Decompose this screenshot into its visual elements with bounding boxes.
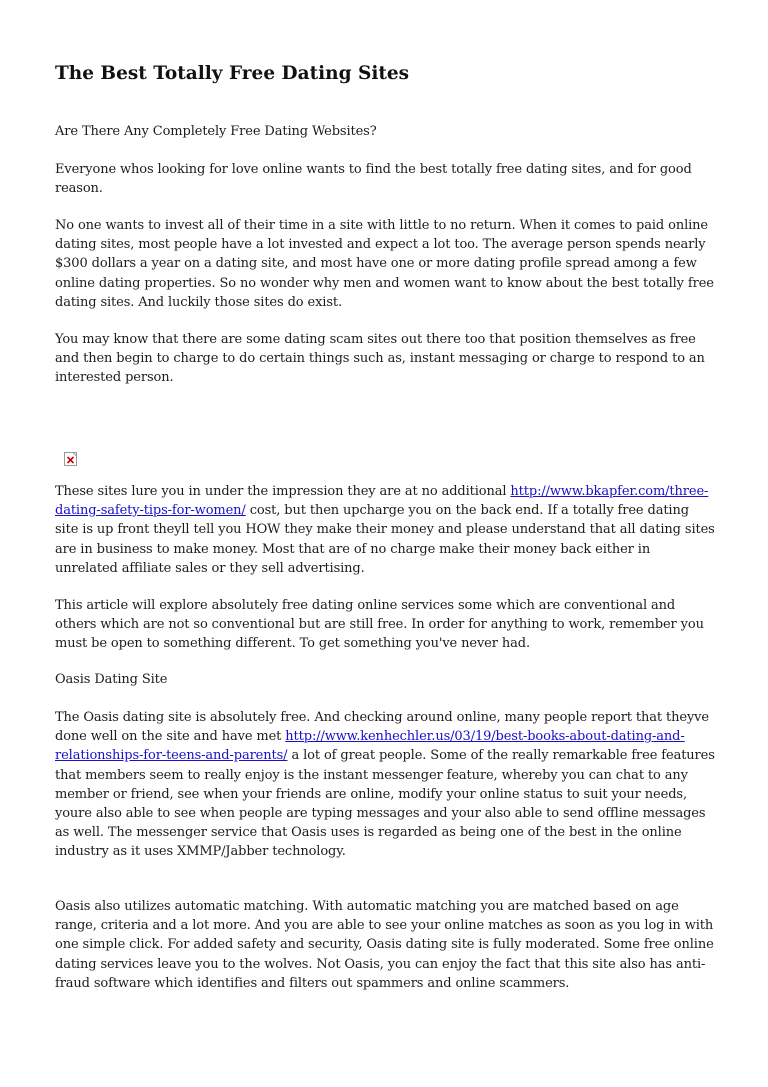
paragraph-invest: No one wants to invest all of their time in a site with little to no return. When it comes to paid online dating sites, most people have a lot invested and expect a lot too. The average person spends nearly $300 dollars a year on a dating site, and most have one or more dating profile spread among a few online dating properties. So no wonder why men and women want to know about the best totally free dating sites. And luckily those sites do exist. (55, 218, 714, 310)
subtitle-oasis: Oasis Dating Site (55, 672, 168, 687)
kenhechler-link[interactable]: http://www.kenhechler.us/03/19/best-books-about-dating-and-relationships-for-teens-and-parents/ (55, 729, 685, 764)
paragraph-automatic-matching: Oasis also utilizes automatic matching. With automatic matching you are matched based on age range, criteria and a lot more. And you are able to see your online matches as soon as you log in with one simple click. For added safety and security, Oasis dating site is fully moderated. Some free online dating services leave you to the wolves. Not Oasis, you can enjoy the fact that this site also has anti-fraud software which identifies and filters out spammers and online scammers. (55, 899, 714, 991)
paragraph-oasis-text-before: The Oasis dating site is absolutely free. And checking around online, many people report that theyve done well on the site and have met (55, 710, 709, 745)
broken-image-icon (64, 452, 78, 466)
paragraph-explore: This article will explore absolutely free dating online services some which are conventional and others which are not so conventional but are still free. In order for anything to work, remember you must be open to something different. To get something you've never had. (55, 598, 704, 652)
paragraph-lure-text-after: cost, but then upcharge you on the back end. If a totally free dating site is up front theyll tell you HOW they make their money and please understand that all dating sites are in business to make money. Most that are of no charge make their money back either in unrelated affiliate sales or they sell advertising. (55, 503, 715, 576)
bkapfer-link[interactable]: http://www.bkapfer.com/three-dating-safety-tips-for-women/ (55, 484, 709, 519)
paragraph-scam-sites: You may know that there are some dating scam sites out there too that position themselves as free and then begin to charge to do certain things such as, instant messaging or charge to respond to an interested person. (55, 332, 705, 386)
paragraph-oasis (55, 708, 715, 862)
subtitle-completely-free: Are There Any Completely Free Dating Websites? (55, 124, 377, 139)
paragraph-lure (55, 482, 715, 578)
paragraph-lure-text-before: These sites lure you in under the impression they are at no additional (55, 484, 511, 499)
paragraph-oasis-text-after: a lot of great people. Some of the really remarkable free features that members seem to really enjoy is the instant messenger feature, whereby you can chat to any member or friend, see when your friends are online, modify your online status to suit your needs, youre also able to see when people are typing messages and your also able to send offline messages as well. The messenger service that Oasis uses is regarded as being one of the best in the online industry as it uses XMMP/Jabber technology. (55, 748, 715, 860)
page-title: The Best Totally Free Dating Sites (55, 63, 410, 84)
paragraph-intro: Everyone whos looking for love online wants to find the best totally free dating sites, and for good reason. (55, 162, 692, 197)
